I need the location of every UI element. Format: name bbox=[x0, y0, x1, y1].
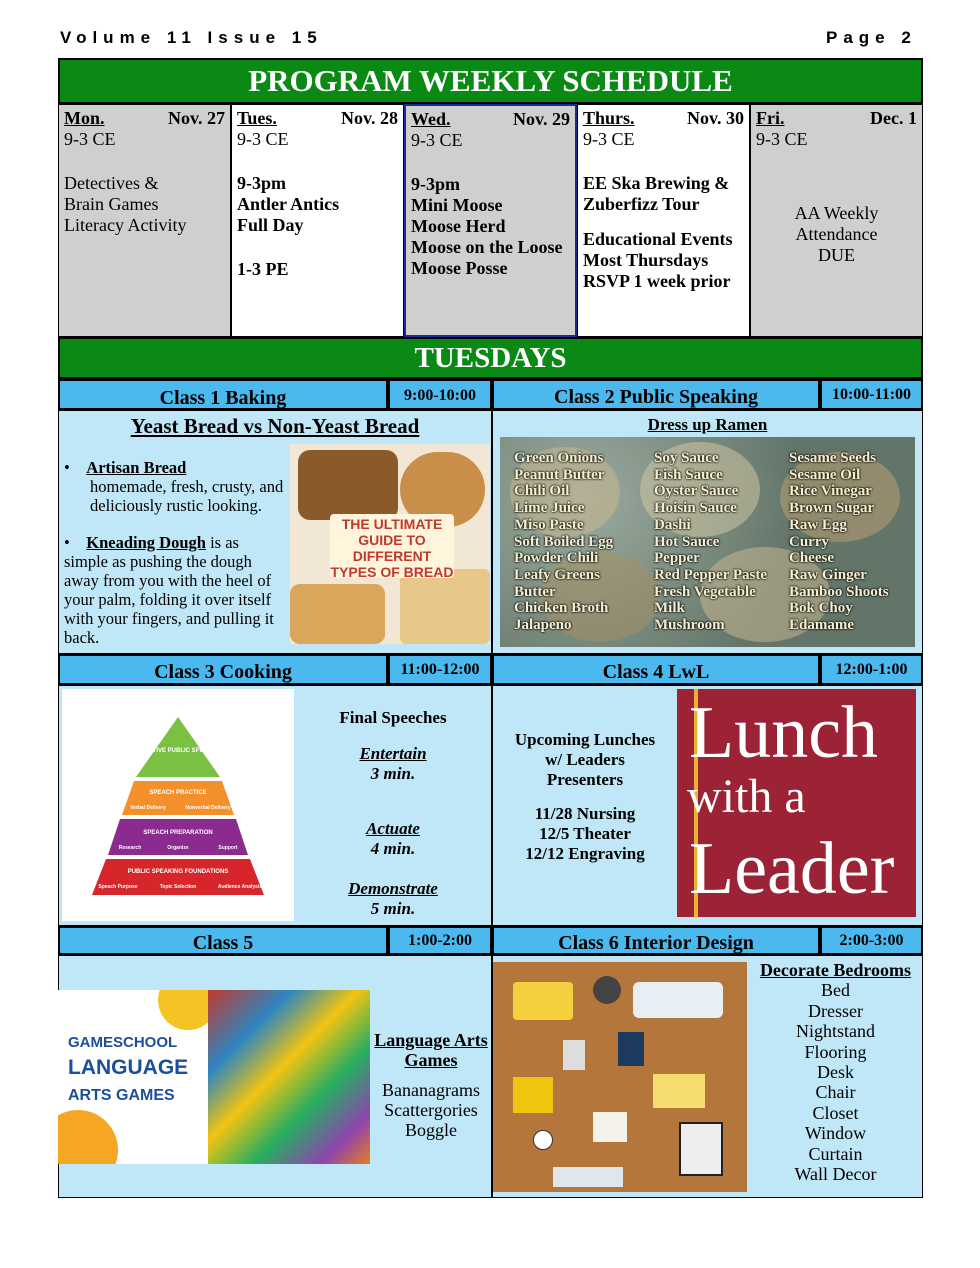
day-date: Nov. 30 bbox=[686, 108, 744, 128]
ramen-topping: Bamboo Shoots bbox=[789, 583, 889, 600]
ramen-topping: Hoisin Sauce bbox=[654, 500, 737, 517]
day-time: 9-3 CE bbox=[756, 129, 808, 149]
lunch-date: 11/28 Nursing bbox=[534, 804, 636, 823]
lunch-line: w/ Leaders bbox=[545, 750, 625, 769]
lunch-line: Presenters bbox=[546, 770, 624, 789]
bullet-text: is as simple as pushing the dough away from you with the heel of your palm, folding it over itself with your fingers, and pulling it back. bbox=[64, 533, 274, 647]
ramen-topping: Cheese bbox=[789, 550, 834, 567]
ramen-topping: Brown Sugar bbox=[789, 500, 875, 517]
class2-time: 10:00-11:00 bbox=[820, 379, 923, 410]
speech-duration: 5 min. bbox=[370, 899, 416, 918]
class2-title: Class 2 Public Speaking bbox=[492, 379, 820, 410]
day-line: Zuberfizz Tour bbox=[583, 194, 700, 214]
day-date: Nov. 29 bbox=[512, 109, 570, 129]
language-games-heading: Language Arts Games bbox=[374, 1030, 488, 1070]
day-time: 9-3 CE bbox=[411, 130, 463, 150]
day-line: Moose Posse bbox=[411, 258, 508, 278]
day-line: DUE bbox=[818, 245, 855, 265]
day-line: Moose on the Loose bbox=[411, 237, 563, 257]
day-line: 1-3 PE bbox=[237, 259, 289, 279]
game-item: Bananagrams bbox=[382, 1080, 480, 1100]
bedroom-item: Bed bbox=[821, 980, 850, 1001]
ramen-topping: Hot Sauce bbox=[654, 533, 720, 550]
ramen-topping: Raw Egg bbox=[789, 516, 847, 533]
ramen-col-1 bbox=[514, 450, 654, 634]
bedroom-item: Wall Decor bbox=[794, 1164, 877, 1185]
pyramid-l4c: Audience Analysis bbox=[217, 884, 263, 890]
ramen-topping: Powder Chili bbox=[514, 550, 599, 567]
pyramid-l4-label: PUBLIC SPEAKING FOUNDATIONS bbox=[127, 869, 229, 875]
bedroom-item: Nightstand bbox=[796, 1021, 875, 1042]
pyramid-l3-label: SPEACH PREPARATION bbox=[143, 830, 213, 836]
day-friday bbox=[750, 104, 923, 337]
day-line: RSVP 1 week prior bbox=[583, 271, 731, 291]
ramen-topping: Sesame Seeds bbox=[789, 450, 877, 466]
ramen-topping: Soy Sauce bbox=[654, 450, 719, 466]
ramen-topping: Green Onions bbox=[514, 450, 604, 466]
day-line: Antler Antics bbox=[237, 194, 340, 214]
day-thursday bbox=[577, 104, 750, 337]
bread-guide-image bbox=[290, 444, 490, 644]
page-number: Page 2 bbox=[826, 28, 917, 47]
bedroom-heading: Decorate Bedrooms bbox=[759, 960, 912, 980]
day-line: 9-3pm bbox=[411, 174, 460, 194]
ramen-topping: Oyster Sauce bbox=[654, 483, 739, 500]
class6-time: 2:00-3:00 bbox=[820, 926, 923, 955]
class3-title: Class 3 Cooking bbox=[58, 654, 388, 685]
logo-word: Lunch bbox=[689, 692, 879, 774]
lunch-date: 12/12 Engraving bbox=[525, 844, 645, 863]
speech-duration: 4 min. bbox=[370, 839, 416, 858]
pyramid-l3a: Research bbox=[118, 845, 142, 851]
speech-type: Demonstrate bbox=[348, 879, 438, 898]
class4-time: 12:00-1:00 bbox=[820, 654, 923, 685]
volume-issue: Volume 11 Issue 15 bbox=[60, 28, 323, 47]
img-text: GAMESCHOOL bbox=[68, 1034, 178, 1051]
bedroom-item: Flooring bbox=[804, 1041, 867, 1062]
ramen-topping: Curry bbox=[789, 533, 829, 550]
game-item: Boggle bbox=[405, 1120, 457, 1140]
ramen-topping: Red Pepper Paste bbox=[654, 566, 768, 583]
day-line: Attendance bbox=[795, 224, 878, 244]
day-line: Literacy Activity bbox=[64, 215, 187, 235]
day-line: Detectives & bbox=[64, 173, 159, 193]
class1-time: 9:00-10:00 bbox=[388, 379, 492, 410]
day-wednesday bbox=[404, 104, 577, 337]
ramen-topping: Raw Ginger bbox=[789, 566, 867, 583]
lunch-line: Upcoming Lunches bbox=[514, 730, 656, 749]
gameschool-image bbox=[58, 990, 370, 1164]
speech-type: Actuate bbox=[366, 819, 420, 838]
ramen-topping: Jalapeno bbox=[514, 617, 572, 634]
ramen-topping: Pepper bbox=[654, 550, 700, 567]
bedroom-item: Desk bbox=[817, 1062, 854, 1083]
bullet-title: Artisan Bread bbox=[86, 458, 187, 477]
game-item: Scattergories bbox=[384, 1100, 478, 1120]
ramen-topping: Leafy Greens bbox=[514, 566, 600, 583]
bedroom-list bbox=[748, 960, 923, 1184]
day-name: Wed. bbox=[411, 109, 451, 129]
final-speeches bbox=[296, 708, 490, 919]
ramen-topping: Butter bbox=[514, 583, 556, 600]
pyramid-top-label: EFFECTIVE PUBLIC SPEAKING bbox=[132, 748, 224, 754]
ramen-topping: Chili Oil bbox=[514, 483, 570, 500]
bedroom-decor-image bbox=[493, 962, 747, 1192]
class6-title: Class 6 Interior Design bbox=[492, 926, 820, 955]
tuesdays-banner: TUESDAYS bbox=[58, 337, 923, 379]
language-games bbox=[372, 1030, 490, 1140]
ramen-topping: Milk bbox=[654, 600, 685, 617]
day-time: 9-3 CE bbox=[64, 129, 116, 149]
bullet-artisan: • Artisan Bread bbox=[64, 458, 187, 477]
bedroom-item: Window bbox=[804, 1123, 867, 1144]
img-text: ARTS GAMES bbox=[68, 1087, 175, 1104]
day-date: Dec. 1 bbox=[870, 108, 917, 128]
day-line: Brain Games bbox=[64, 194, 159, 214]
day-line: Educational Events bbox=[583, 229, 733, 249]
bedroom-items bbox=[748, 980, 923, 1184]
day-tuesday bbox=[231, 104, 404, 337]
class1-title: Class 1 Baking bbox=[58, 379, 388, 410]
day-name: Tues. bbox=[237, 108, 277, 128]
class2-heading: Dress up Ramen bbox=[647, 415, 768, 434]
day-monday bbox=[58, 104, 231, 337]
class4-title: Class 4 LwL bbox=[492, 654, 820, 685]
class1-heading: Yeast Bread vs Non-Yeast Bread bbox=[130, 414, 420, 438]
ramen-topping: Fish Sauce bbox=[654, 466, 723, 483]
lunch-date: 12/5 Theater bbox=[539, 824, 631, 843]
bullet-kneading: • Kneading Dough is as simple as pushing the dough away from you with the heel of your palm, folding it over itself with your fingers, and pulling it back. bbox=[64, 533, 274, 647]
day-line: Full Day bbox=[237, 215, 304, 235]
final-speeches-heading: Final Speeches bbox=[339, 708, 447, 727]
ramen-topping: Sesame Oil bbox=[789, 466, 861, 483]
pyramid-l2-label: SPEACH PRACTICE bbox=[149, 790, 207, 796]
lunch-with-leader-logo bbox=[677, 689, 916, 917]
pyramid-l4a: Speach Purpose bbox=[98, 884, 138, 890]
day-name: Fri. bbox=[756, 108, 785, 128]
pyramid-l2a: Verbal Delivery bbox=[130, 805, 166, 811]
ramen-toppings-list bbox=[514, 450, 914, 634]
speech-type: Entertain bbox=[359, 744, 427, 763]
ramen-topping: Bok Choy bbox=[789, 600, 853, 617]
schedule-title: PROGRAM WEEKLY SCHEDULE bbox=[58, 58, 923, 104]
logo-word: with a bbox=[687, 770, 806, 823]
ramen-topping: Soft Boiled Egg bbox=[514, 533, 614, 550]
day-time: 9-3 CE bbox=[583, 129, 635, 149]
ramen-col-2 bbox=[654, 450, 789, 634]
class3-time: 11:00-12:00 bbox=[388, 654, 492, 685]
ramen-topping: Mushroom bbox=[654, 617, 725, 634]
ramen-topping: Lime Juice bbox=[514, 500, 585, 517]
bedroom-item: Closet bbox=[812, 1102, 859, 1123]
ramen-col-3 bbox=[789, 450, 914, 634]
ramen-topping: Rice Vinegar bbox=[789, 483, 872, 500]
pyramid-l2b: Nonverbal Delivery bbox=[185, 805, 231, 811]
bread-guide-caption: THE ULTIMATE GUIDE TO DIFFERENT TYPES OF BREAD bbox=[330, 516, 454, 580]
ramen-topping: Chicken Broth bbox=[514, 600, 609, 617]
speaking-pyramid-image bbox=[62, 689, 294, 921]
ramen-topping: Edamame bbox=[789, 617, 854, 634]
class5-time: 1:00-2:00 bbox=[388, 926, 492, 955]
ramen-topping: Peanut Butter bbox=[514, 466, 605, 483]
bedroom-item: Chair bbox=[815, 1082, 856, 1103]
day-line: Mini Moose bbox=[411, 195, 503, 215]
bedroom-item: Curtain bbox=[808, 1143, 863, 1164]
ramen-topping: Miso Paste bbox=[514, 516, 584, 533]
day-time: 9-3 CE bbox=[237, 129, 289, 149]
speech-duration: 3 min. bbox=[370, 764, 416, 783]
day-name: Thurs. bbox=[583, 108, 635, 128]
logo-word: Leader bbox=[689, 828, 895, 910]
bullet-title: Kneading Dough bbox=[86, 533, 206, 552]
ramen-topping: Fresh Vegetable bbox=[654, 583, 756, 600]
pyramid-l4b: Topic Selection bbox=[159, 884, 197, 890]
day-date: Nov. 27 bbox=[167, 108, 225, 128]
day-line: Moose Herd bbox=[411, 216, 506, 236]
day-line: Most Thursdays bbox=[583, 250, 709, 270]
bullet-text: homemade, fresh, crusty, and deliciously rustic looking. bbox=[90, 477, 284, 515]
lunch-info bbox=[496, 730, 674, 864]
img-text: LANGUAGE bbox=[68, 1056, 189, 1079]
pyramid-l3b: Organize bbox=[167, 845, 189, 851]
day-line: EE Ska Brewing & bbox=[583, 173, 730, 193]
day-line: 9-3pm bbox=[237, 173, 286, 193]
day-name: Mon. bbox=[64, 108, 105, 128]
bedroom-item: Dresser bbox=[808, 1000, 863, 1021]
pyramid-l3c: Support bbox=[218, 845, 238, 851]
day-line: AA Weekly bbox=[794, 203, 879, 223]
day-date: Nov. 28 bbox=[340, 108, 398, 128]
class5-title: Class 5 bbox=[58, 926, 388, 955]
ramen-topping: Dashi bbox=[654, 516, 691, 533]
class1-bullets bbox=[64, 458, 286, 647]
